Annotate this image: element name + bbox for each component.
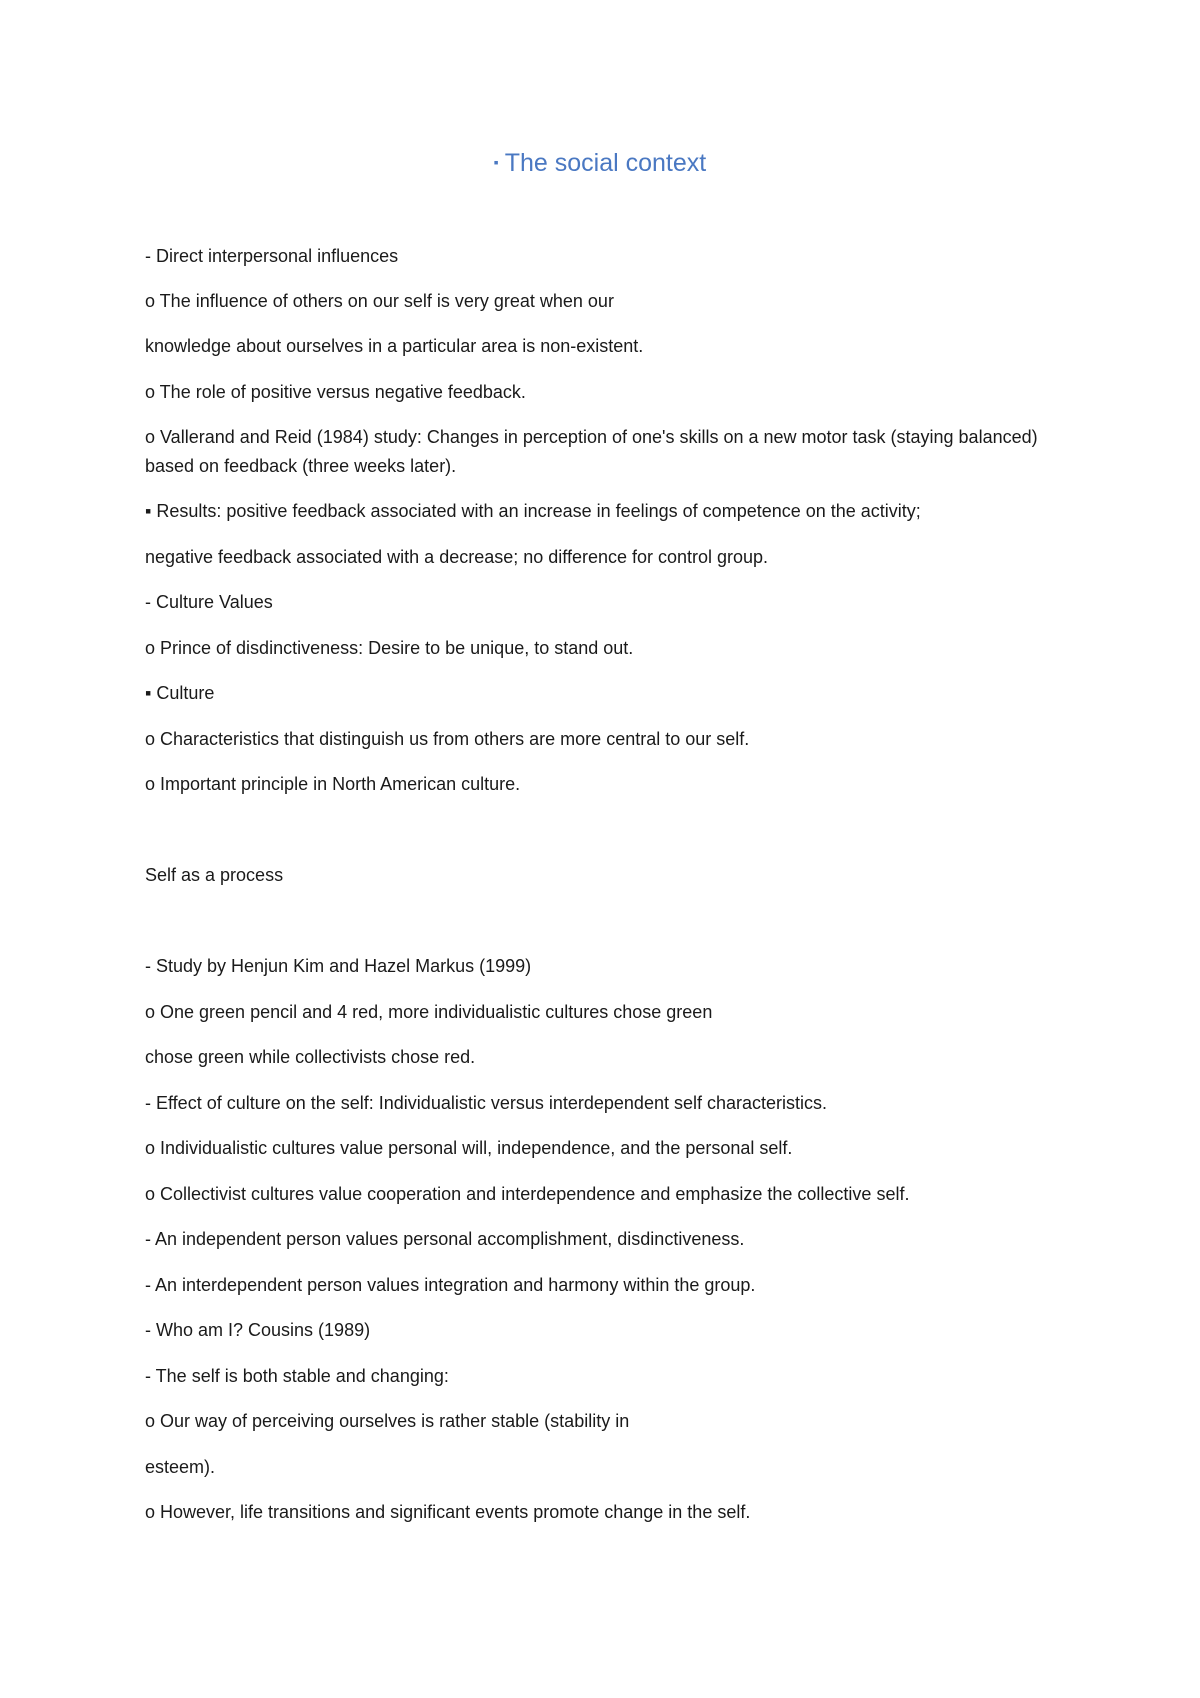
list-item: - The self is both stable and changing:	[145, 1366, 449, 1386]
list-item: chose green while collectivists chose red.	[145, 1047, 476, 1067]
list-item: - Study by Henjun Kim and Hazel Markus (1999)	[145, 956, 532, 976]
list-item: - An interdependent person values integration and harmony within the group.	[145, 1275, 756, 1295]
list-item: o Individualistic cultures value personal will, independence, and the personal self.	[145, 1138, 793, 1158]
list-item: o Vallerand and Reid (1984) study: Changes in perception of one's skills on a new motor task (staying balanced) based on feedback (three weeks later).	[145, 427, 1038, 476]
list-item: knowledge about ourselves in a particular area is non-existent.	[145, 336, 644, 356]
section-subheading: Self as a process	[145, 865, 284, 885]
list-item: - Who am I? Cousins (1989)	[145, 1320, 371, 1340]
list-item: o Collectivist cultures value cooperation and interdependence and emphasize the collective self.	[145, 1184, 910, 1204]
list-item: - Culture Values	[145, 592, 273, 612]
list-item: - Direct interpersonal influences	[145, 246, 399, 266]
section-heading	[0, 145, 1200, 180]
list-item: esteem).	[145, 1457, 216, 1477]
list-item: - An independent person values personal accomplishment, disdinctiveness.	[145, 1229, 745, 1249]
list-item: o The role of positive versus negative feedback.	[145, 382, 526, 402]
list-item: negative feedback associated with a decrease; no difference for control group.	[145, 547, 769, 567]
list-item: o The influence of others on our self is very great when our	[145, 291, 614, 311]
heading-bullet-icon: ▪	[493, 154, 499, 170]
heading-text: The social context	[504, 149, 707, 177]
list-item: o Prince of disdinctiveness: Desire to be unique, to stand out.	[145, 638, 634, 658]
list-item: o Important principle in North American culture.	[145, 774, 521, 794]
list-item: o However, life transitions and significant events promote change in the self.	[145, 1502, 751, 1522]
list-item: - Effect of culture on the self: Individualistic versus interdependent self characteristics.	[145, 1093, 828, 1113]
list-item: ▪ Culture	[145, 683, 215, 703]
list-item: o Our way of perceiving ourselves is rather stable (stability in	[145, 1411, 630, 1431]
list-item: o Characteristics that distinguish us from others are more central to our self.	[145, 729, 750, 749]
list-item: o One green pencil and 4 red, more individualistic cultures chose green	[145, 1002, 713, 1022]
list-item: ▪ Results: positive feedback associated with an increase in feelings of competence on the activity;	[145, 501, 921, 521]
